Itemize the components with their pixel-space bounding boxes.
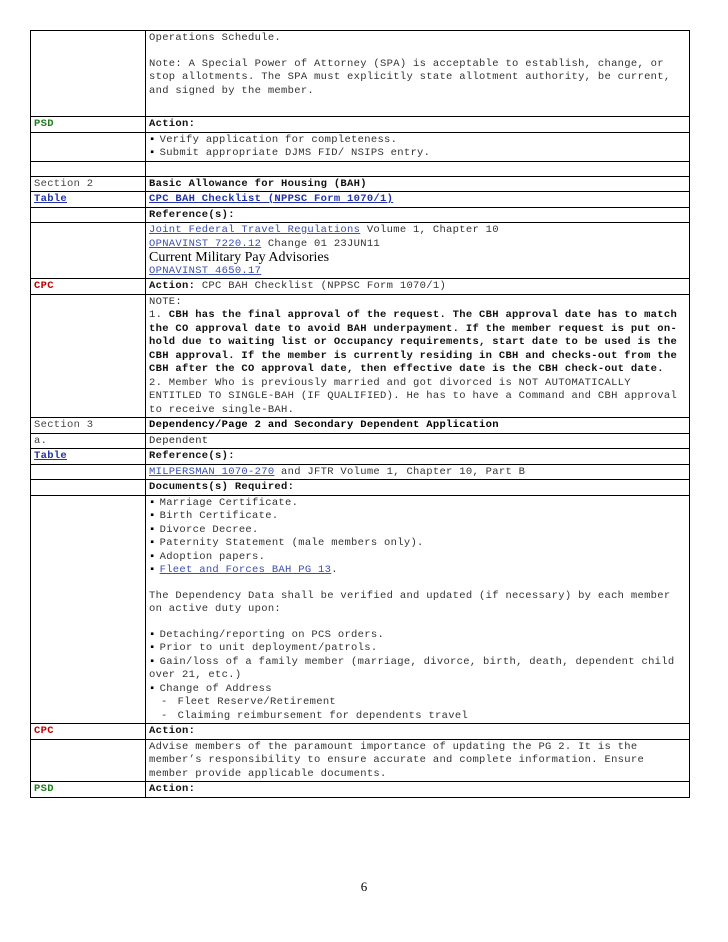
advisories-text: Current Military Pay Advisories [149,250,330,265]
list-item: ▪ Marriage Certificate. [149,497,686,511]
table-row [31,294,690,418]
spa-note: Note: A Special Power of Attorney (SPA) is acceptable to establish, change, or stop allotments. The SPA must explicitly state allotment authority, be current, and signed by the member. [149,57,671,97]
fleet-forces-link[interactable]: Fleet and Forces BAH PG 13 [159,564,332,576]
note-label: NOTE: [149,295,183,308]
dependency-paragraph: The Dependency Data shall be verified and updated (if necessary) by each member on active duty upon: [149,589,671,615]
list-item: ▪ Verify application for completeness. [149,134,686,148]
opnavinst-7220-link[interactable]: OPNAVINST 7220.12 [149,237,262,250]
references-label: Reference(s): [146,449,690,465]
list-item: ▪ Change of Address [149,683,686,697]
table-row [31,464,690,480]
cpc-label: CPC [34,725,54,737]
cbh-note: CBH has the final approval of the request. The CBH approval date has to match the CO approval date to avoid BAH underpayment. If the member request is put on-hold due to waiting list or Occupancy requirements, start date to be used is the CBH approval. If the member is currently residing in CBH and checks-out from the CBH after the CO approval date, then effective date is the CBH check-out date. [149,309,678,375]
table-row [31,117,690,133]
table-row [31,31,690,117]
list-item: ▪ Birth Certificate. [149,510,686,524]
opnavinst-4650-link[interactable]: OPNAVINST 4650.17 [149,264,262,277]
list-item: - Claiming reimbursement for dependents travel [161,710,686,724]
table-row [31,161,690,176]
table-row [31,192,690,208]
action-label: Action: [146,117,690,133]
opnavinst-detail: Change 01 23JUN11 [261,237,381,250]
jftr-detail: Volume 1, Chapter 10 [360,224,499,236]
table-row [31,279,690,295]
table-row [31,739,690,782]
table-row [31,132,690,161]
advise-text: Advise members of the paramount importance of updating the PG 2. It is the member’s responsibility to ensure accurate and complete information. Ensure member provide applicable documents. [146,739,690,782]
divorce-note: 2. Member Who is previously married and got divorced is NOT AUTOMATICALLY ENTITLED TO SINGLE-BAH (IF QUALIFIED). He has to have a Command and CBH approval to receive single-BAH. [149,376,678,416]
cpc-action-text: CPC BAH Checklist (NPPSC Form 1070/1) [195,280,447,292]
bah-checklist-link[interactable]: CPC BAH Checklist (NPPSC Form 1070/1) [149,193,394,205]
list-item: ▪ Detaching/reporting on PCS orders. [149,629,686,643]
psd-action-list [149,134,686,161]
section-title: Dependency/Page 2 and Secondary Dependent Application [146,418,690,434]
subsection-label: a. [31,433,146,449]
action-label: Action: [146,724,690,740]
table-row [31,724,690,740]
psd-label: PSD [34,118,54,130]
list-item: ▪ Gain/loss of a family member (marriage, divorce, birth, death, dependent child over 21, etc.) [149,656,686,683]
table-row [31,433,690,449]
section-label: Section 2 [31,176,146,192]
row-label [31,31,146,117]
page-number: 6 [360,879,368,894]
cpc-label: CPC [34,280,54,292]
documents-label: Documents(s) Required: [146,480,690,496]
table-row [31,449,690,465]
milpersman-detail: and JFTR Volume 1, Chapter 10, Part B [274,465,526,478]
section-title: Basic Allowance for Housing (BAH) [146,176,690,192]
references-label: Reference(s): [146,207,690,223]
ops-text: Operations Schedule. [149,32,282,44]
table-row [31,223,690,279]
subsection-title: Dependent [146,433,690,449]
list-item: ▪ Submit appropriate DJMS FID/ NSIPS entry. [149,147,686,161]
table-row [31,176,690,192]
procedure-table [30,30,690,798]
verification-list [149,629,686,697]
table-row [31,495,690,724]
list-item: ▪ Divorce Decree. [149,524,686,538]
table-link[interactable]: Table [34,193,68,205]
milpersman-link[interactable]: MILPERSMAN 1070-270 [149,465,275,478]
documents-list [149,497,686,578]
list-item: - Fleet Reserve/Retirement [161,696,686,710]
action-label: Action: [146,782,690,798]
list-item: ▪ Fleet and Forces BAH PG 13. [149,564,686,578]
address-sublist [149,696,686,723]
list-item: ▪ Adoption papers. [149,551,686,565]
table-row [31,480,690,496]
section-label: Section 3 [31,418,146,434]
action-label: Action: [149,280,196,292]
psd-label: PSD [34,783,54,795]
table-row [31,418,690,434]
table-row [31,207,690,223]
table-link[interactable]: Table [34,450,68,462]
list-item: ▪ Paternity Statement (male members only). [149,537,686,551]
note-number: 1. [149,309,163,321]
list-item: ▪ Prior to unit deployment/patrols. [149,642,686,656]
table-row [31,782,690,798]
jftr-link[interactable]: Joint Federal Travel Regulations [149,224,361,236]
